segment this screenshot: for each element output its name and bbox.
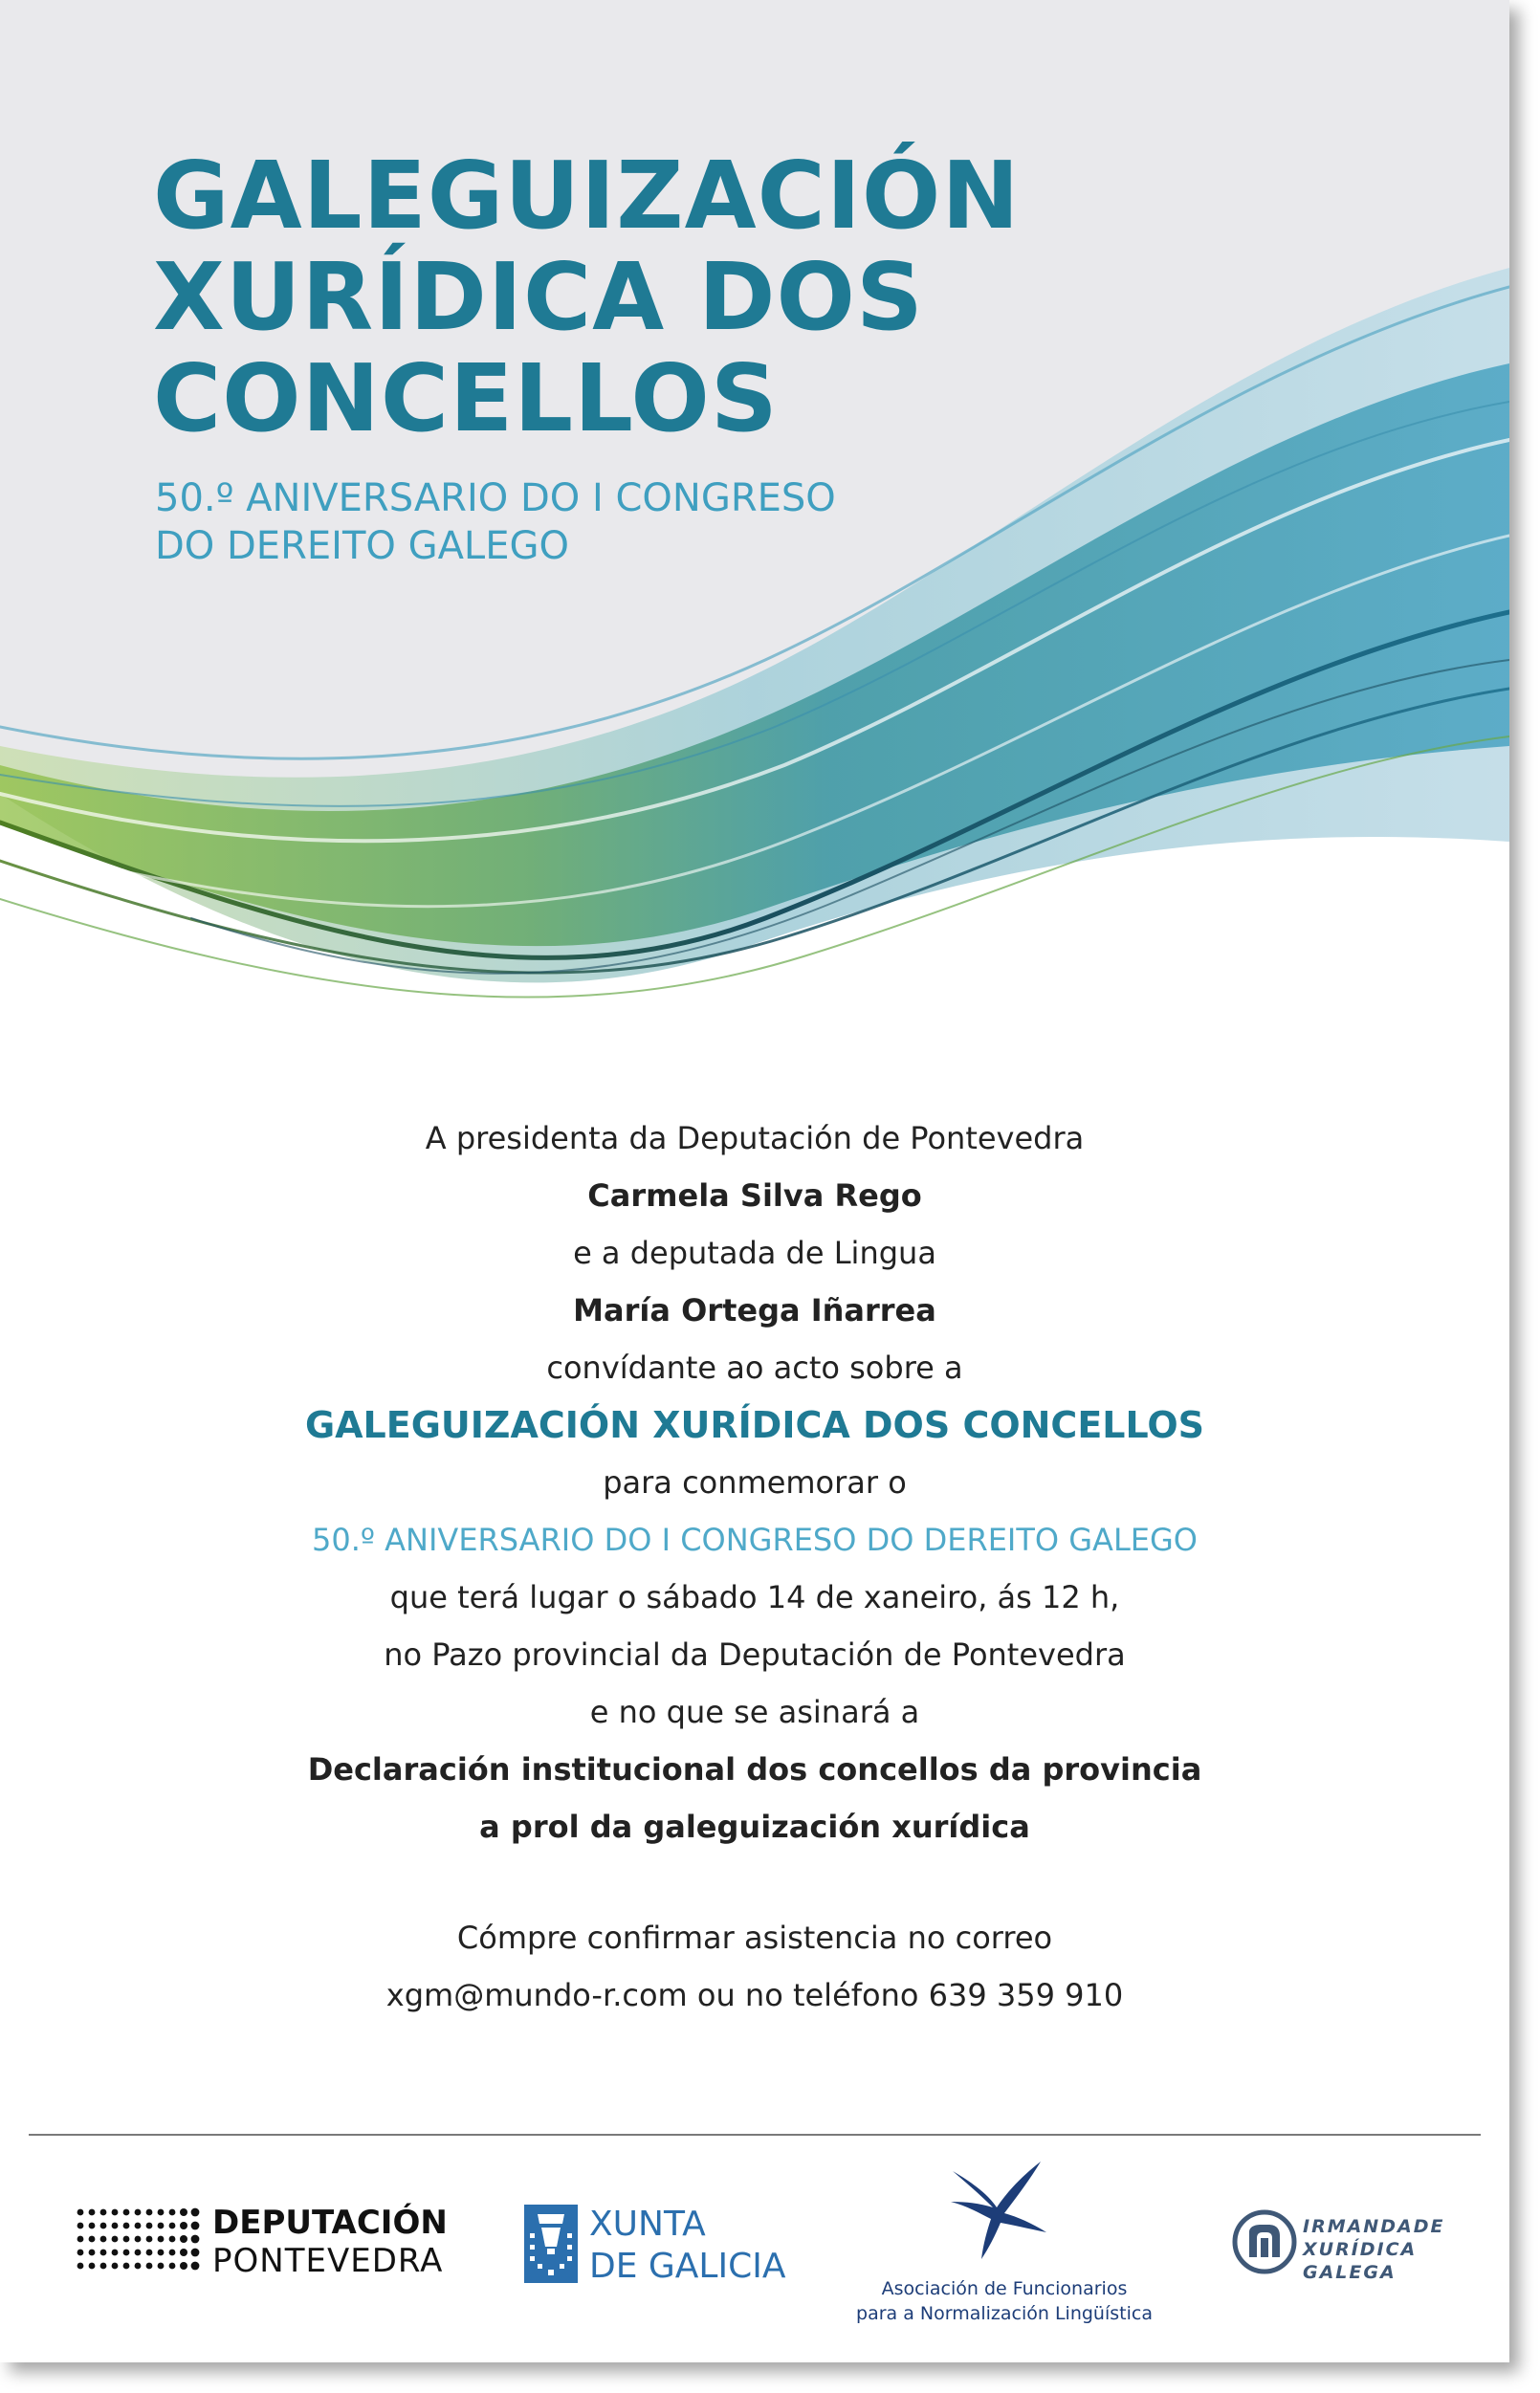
ix-circle-icon	[1232, 2209, 1297, 2274]
rsvp-line-1: Cómpre confirmar asistencia no correo	[456, 1920, 1053, 1956]
rsvp-line-2: xgm@mundo-r.com ou no teléfono 639 359 910	[385, 1977, 1124, 2013]
irmandade-text	[1303, 2215, 1444, 2284]
event-title: GALEGUIZACIÓN XURÍDICA DOS CONCELLOS	[304, 1404, 1205, 1446]
asociacion-line-2: para a Normalización Lingüística	[856, 2303, 1153, 2324]
irmandade-line-3: GALEGA	[1303, 2262, 1397, 2283]
inviter-name: Carmela Silva Rego	[587, 1177, 922, 1214]
date-line: que terá lugar o sábado 14 de xaneiro, ás 12 h,	[389, 1579, 1120, 1615]
venue-line: no Pazo provincial da Deputación de Pontevedra	[384, 1636, 1126, 1673]
irmandade-line-2: XURÍDICA	[1303, 2239, 1418, 2260]
co-inviter-name: María Ortega Iñarrea	[573, 1292, 936, 1328]
anniversary-line: 50.º ANIVERSARIO DO I CONGRESO DO DEREITO GALEGO	[312, 1522, 1198, 1558]
galicia-shield-icon	[524, 2205, 578, 2283]
footer-divider	[29, 2134, 1481, 2136]
title-line-2: XURÍDICA DOS	[153, 243, 924, 351]
star-figure-icon	[947, 2158, 1052, 2263]
main-title	[153, 142, 1021, 452]
subtitle-line-1: 50.º ANIVERSARIO DO I CONGRESO	[155, 476, 836, 520]
inviter-line: A presidenta da Deputación de Pontevedra	[425, 1120, 1085, 1156]
irmandade-line-1: IRMANDADE	[1303, 2216, 1445, 2237]
xunta-line-1: XUNTA	[589, 2205, 706, 2244]
dot-grid-icon	[75, 2206, 203, 2277]
title-line-1: GALEGUIZACIÓN	[153, 142, 1021, 250]
signing-line: e no que se asinará a	[589, 1694, 920, 1730]
asociacion-line-1: Asociación de Funcionarios	[881, 2278, 1128, 2299]
declaration-line-1: Declaración institucional dos concellos da provincia	[307, 1751, 1202, 1788]
invitation-text	[0, 1109, 1509, 2024]
deputacion-line-2: PONTEVEDRA	[212, 2242, 444, 2280]
subtitle-line-2: DO DEREITO GALEGO	[155, 524, 569, 568]
deputacion-line-1: DEPUTACIÓN	[212, 2204, 448, 2242]
sponsor-logos	[0, 2152, 1509, 2343]
subtitle	[155, 474, 836, 570]
commemorate-line: para conmemorar o	[603, 1464, 907, 1501]
title-line-3: CONCELLOS	[153, 344, 779, 452]
invite-line: convídante ao acto sobre a	[546, 1350, 963, 1386]
declaration-line-2: a prol da galeguización xurídica	[479, 1809, 1030, 1845]
xunta-line-2: DE GALICIA	[589, 2247, 786, 2286]
co-inviter-line: e a deputada de Lingua	[573, 1235, 936, 1271]
hero-banner	[0, 0, 1509, 1071]
